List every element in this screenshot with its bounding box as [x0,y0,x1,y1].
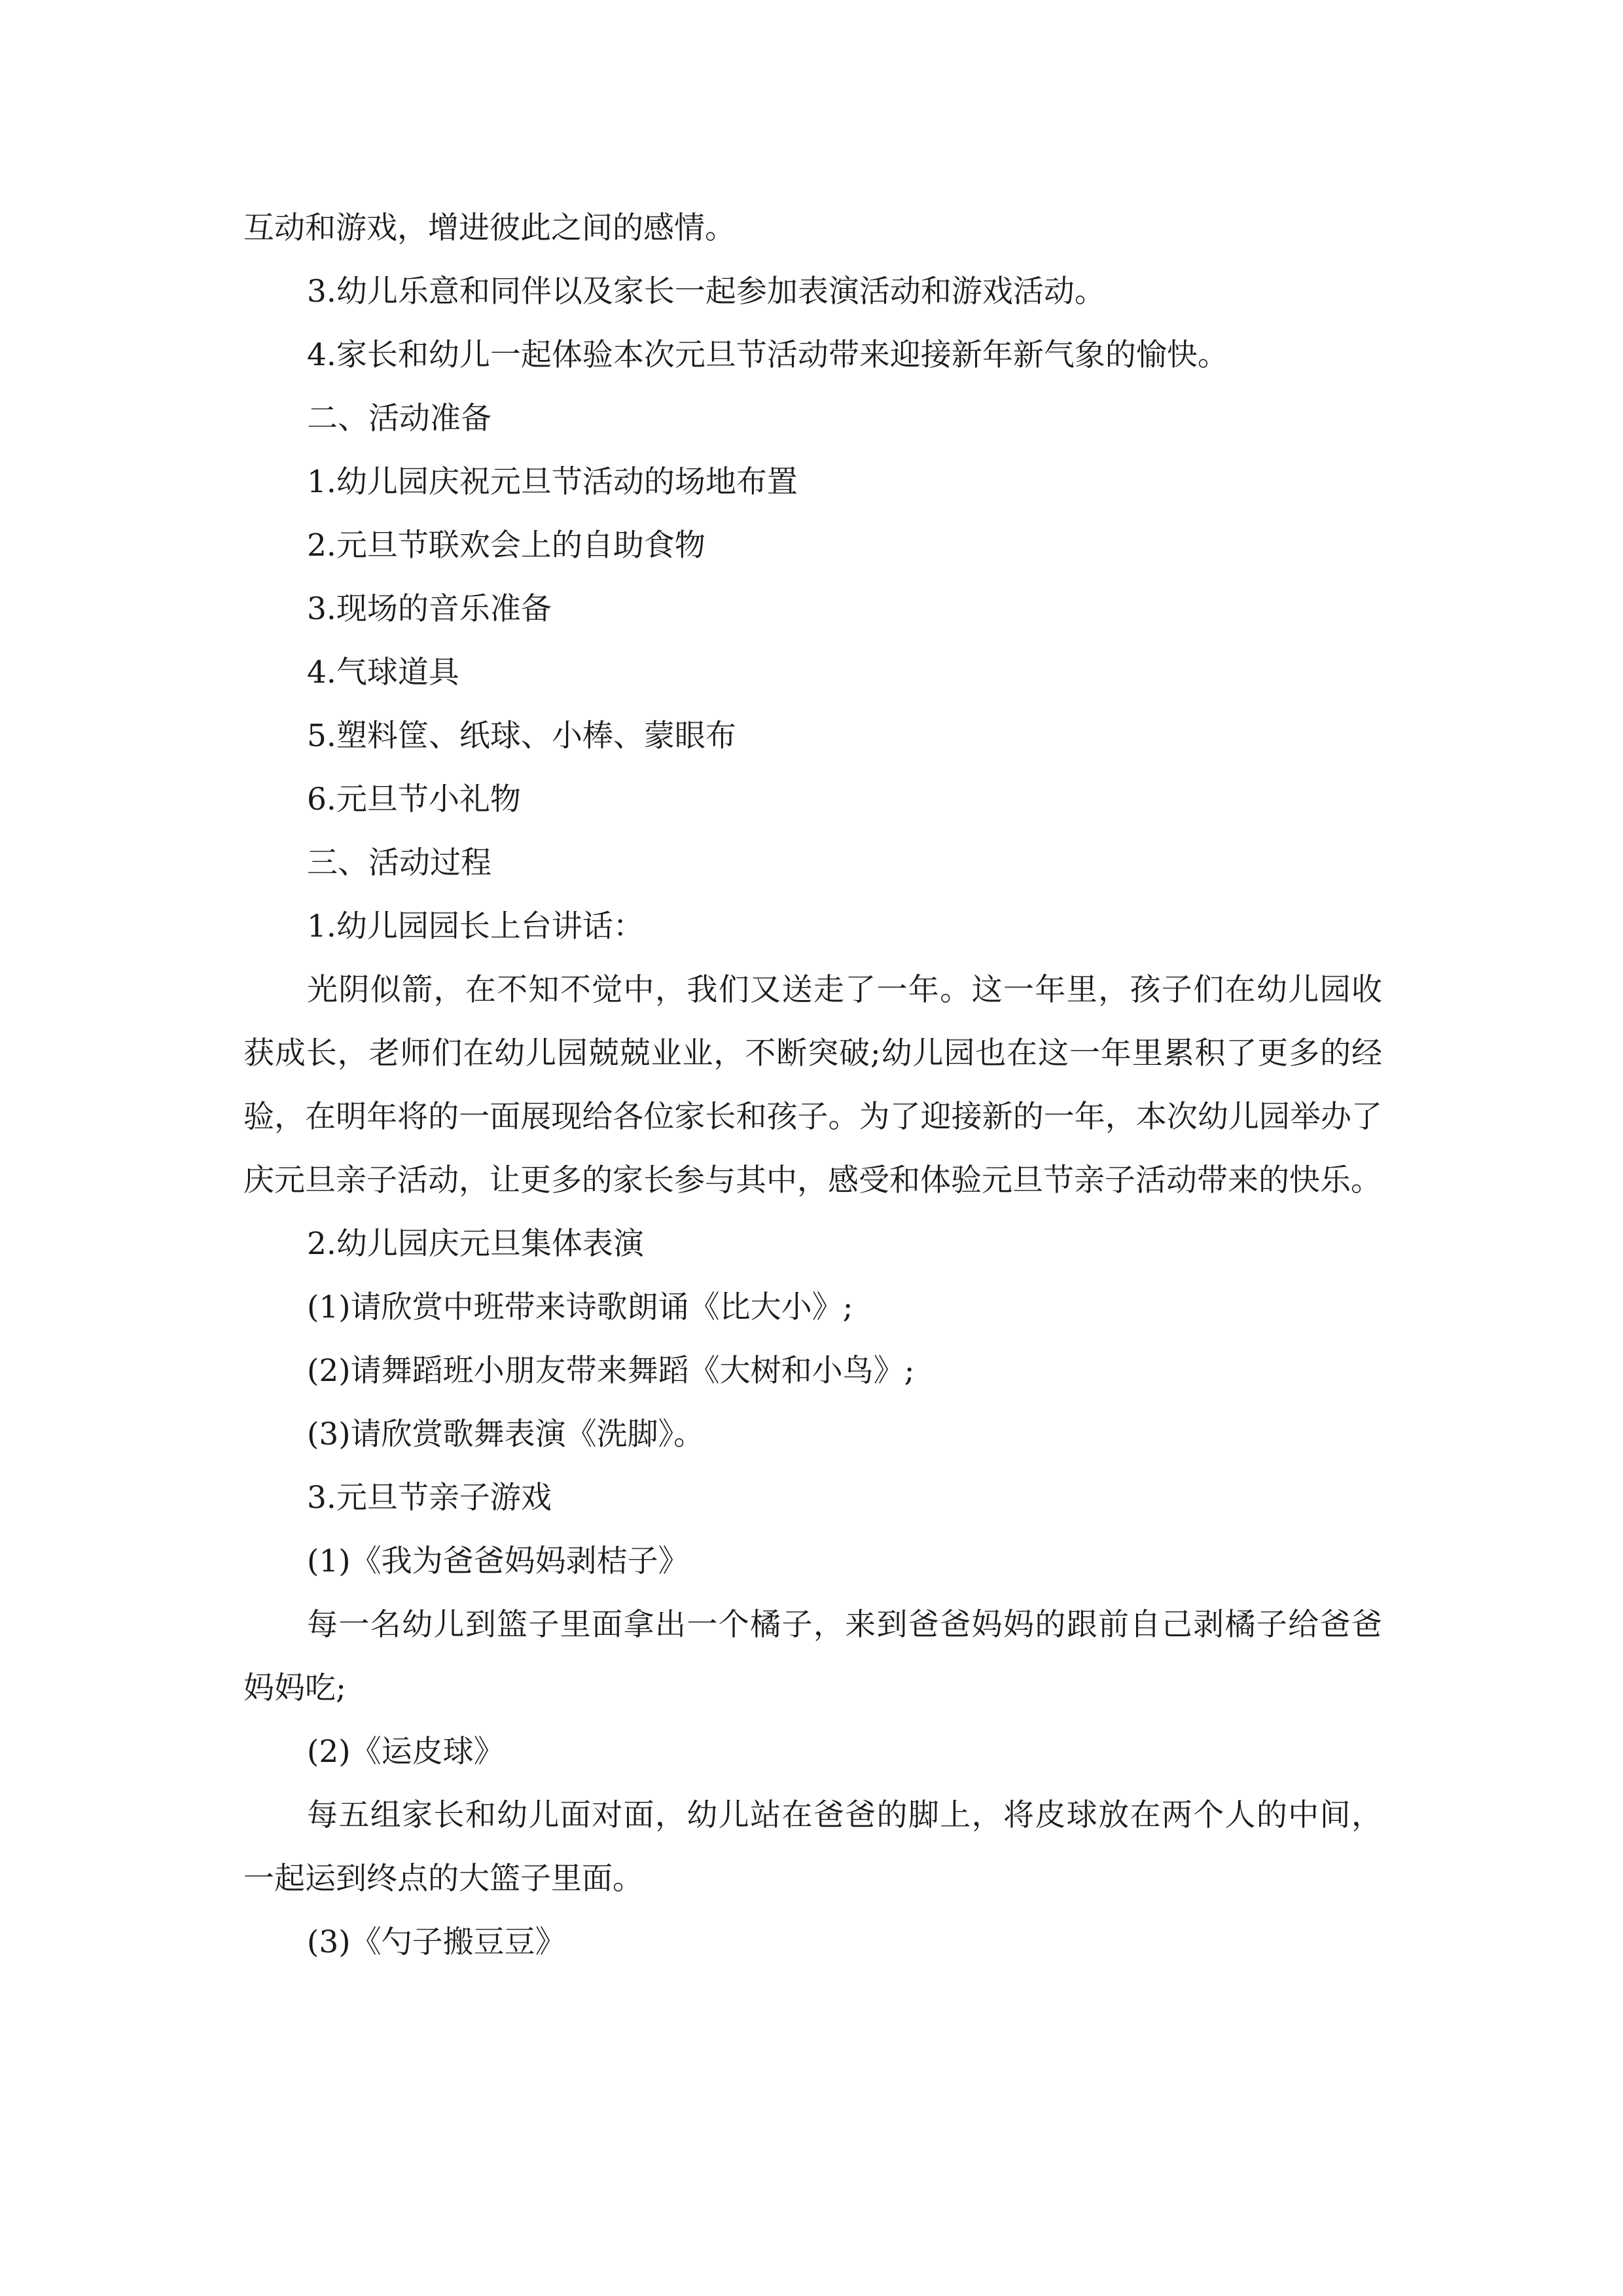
game-3-title: (3)《勺子搬豆豆》 [307,1924,566,1960]
process-item-1: 1.幼儿园园长上台讲话： [307,908,644,944]
process-item-3: 3.元旦节亲子游戏 [307,1480,552,1516]
game-2-title: (2)《运皮球》 [307,1734,505,1770]
process-item-2: 2.幼儿园庆元旦集体表演 [307,1226,644,1262]
prep-item-2: 2.元旦节联欢会上的自助食物 [307,528,705,564]
prep-item-4: 4.气球道具 [307,655,459,691]
prep-item-6: 6.元旦节小礼物 [307,781,521,817]
section-heading-preparation: 二、活动准备 [307,401,491,437]
performance-item-1: (1)请欣赏中班带来诗歌朗诵《比大小》; [307,1289,853,1325]
game-2-description: 每五组家长和幼儿面对面，幼儿站在爸爸的脚上，将皮球放在两个人的中间，一起运到终点的大篮子里面。 [243,1797,1382,1897]
paragraph-1: 互动和游戏，增进彼此之间的感情。 [243,210,736,246]
principal-speech-paragraph: 光阴似箭，在不知不觉中，我们又送走了一年。这一年里，孩子们在幼儿园收获成长，老师们在幼儿园兢兢业业，不断突破;幼儿园也在这一年里累积了更多的经验，在明年将的一面展现给各位家长和孩子。为了迎接新的一年，本次幼儿园举办了庆元旦亲子活动，让更多的家长参与其中，感受和体验元旦节亲子活动带来的快乐。 [243,972,1382,1198]
prep-item-5: 5.塑料筐、纸球、小棒、蒙眼布 [307,718,736,754]
prep-item-1: 1.幼儿园庆祝元旦节活动的场地布置 [307,464,798,500]
performance-item-3: (3)请欣赏歌舞表演《洗脚》。 [307,1416,705,1452]
prep-item-3: 3.现场的音乐准备 [307,591,552,627]
goal-item-4: 4.家长和幼儿一起体验本次元旦节活动带来迎接新年新气象的愉快。 [307,337,1228,373]
game-1-title: (1)《我为爸爸妈妈剥桔子》 [307,1543,689,1579]
document-body [243,196,1382,1974]
game-1-description: 每一名幼儿到篮子里面拿出一个橘子，来到爸爸妈妈的跟前自己剥橘子给爸爸妈妈吃; [243,1607,1382,1706]
goal-item-3: 3.幼儿乐意和同伴以及家长一起参加表演活动和游戏活动。 [307,274,1105,310]
section-heading-process: 三、活动过程 [307,845,491,881]
performance-item-2: (2)请舞蹈班小朋友带来舞蹈《大树和小鸟》; [307,1353,915,1389]
